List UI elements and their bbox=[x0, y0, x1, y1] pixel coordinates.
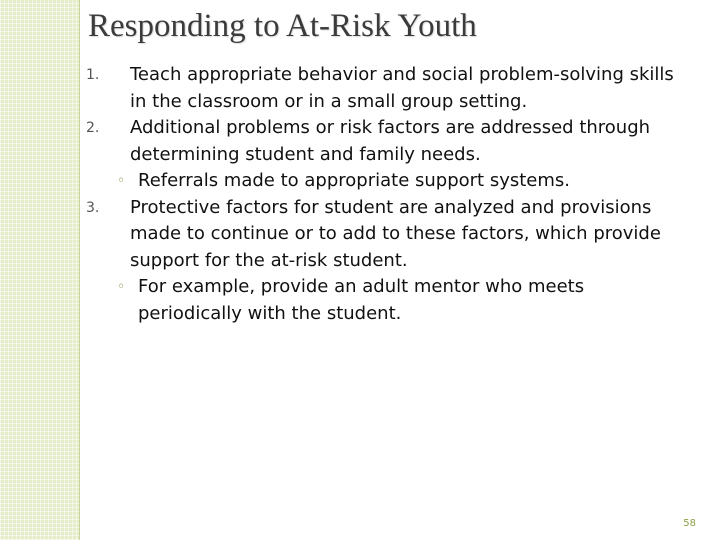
text-line: Referrals made to appropriate support systems. bbox=[138, 170, 570, 191]
sub-bullet-item bbox=[117, 274, 697, 327]
text-line: Teach appropriate behavior and social problem-solving skills bbox=[130, 64, 674, 85]
list-item-1 bbox=[0, 62, 720, 115]
sub-bullet-text bbox=[138, 274, 697, 327]
list-number: 2. bbox=[86, 120, 100, 136]
text-line: periodically with the student. bbox=[138, 302, 402, 324]
sub-bullet-text bbox=[138, 168, 697, 195]
text-line: in the classroom or in a small group setting. bbox=[130, 90, 528, 112]
text-line: For example, provide an adult mentor who meets bbox=[138, 276, 585, 297]
list-number: 3. bbox=[86, 199, 100, 216]
text-line: determining student and family needs. bbox=[130, 143, 481, 165]
text-line: support for the at-risk student. bbox=[130, 249, 408, 271]
page-number: 58 bbox=[683, 518, 696, 529]
sub-bullet-icon: ◦ bbox=[117, 279, 126, 295]
list-item-3 bbox=[0, 195, 720, 275]
list-item-2 bbox=[0, 115, 720, 168]
text-line: Protective factors for student are analyzed and provisions bbox=[130, 196, 652, 218]
list-item-text bbox=[130, 62, 720, 115]
slide-title: Responding to At-Risk Youth bbox=[88, 8, 477, 44]
list-item-text bbox=[130, 115, 720, 168]
numbered-list bbox=[0, 62, 720, 327]
list-item-text bbox=[130, 195, 720, 275]
text-line: made to continue or to add to these factors, which provide bbox=[130, 223, 661, 244]
text-line: Additional problems or risk factors are addressed through bbox=[130, 117, 651, 138]
sub-bullet-icon: ◦ bbox=[117, 173, 126, 189]
list-number: 1. bbox=[86, 67, 100, 83]
sub-bullet-item bbox=[117, 168, 697, 195]
